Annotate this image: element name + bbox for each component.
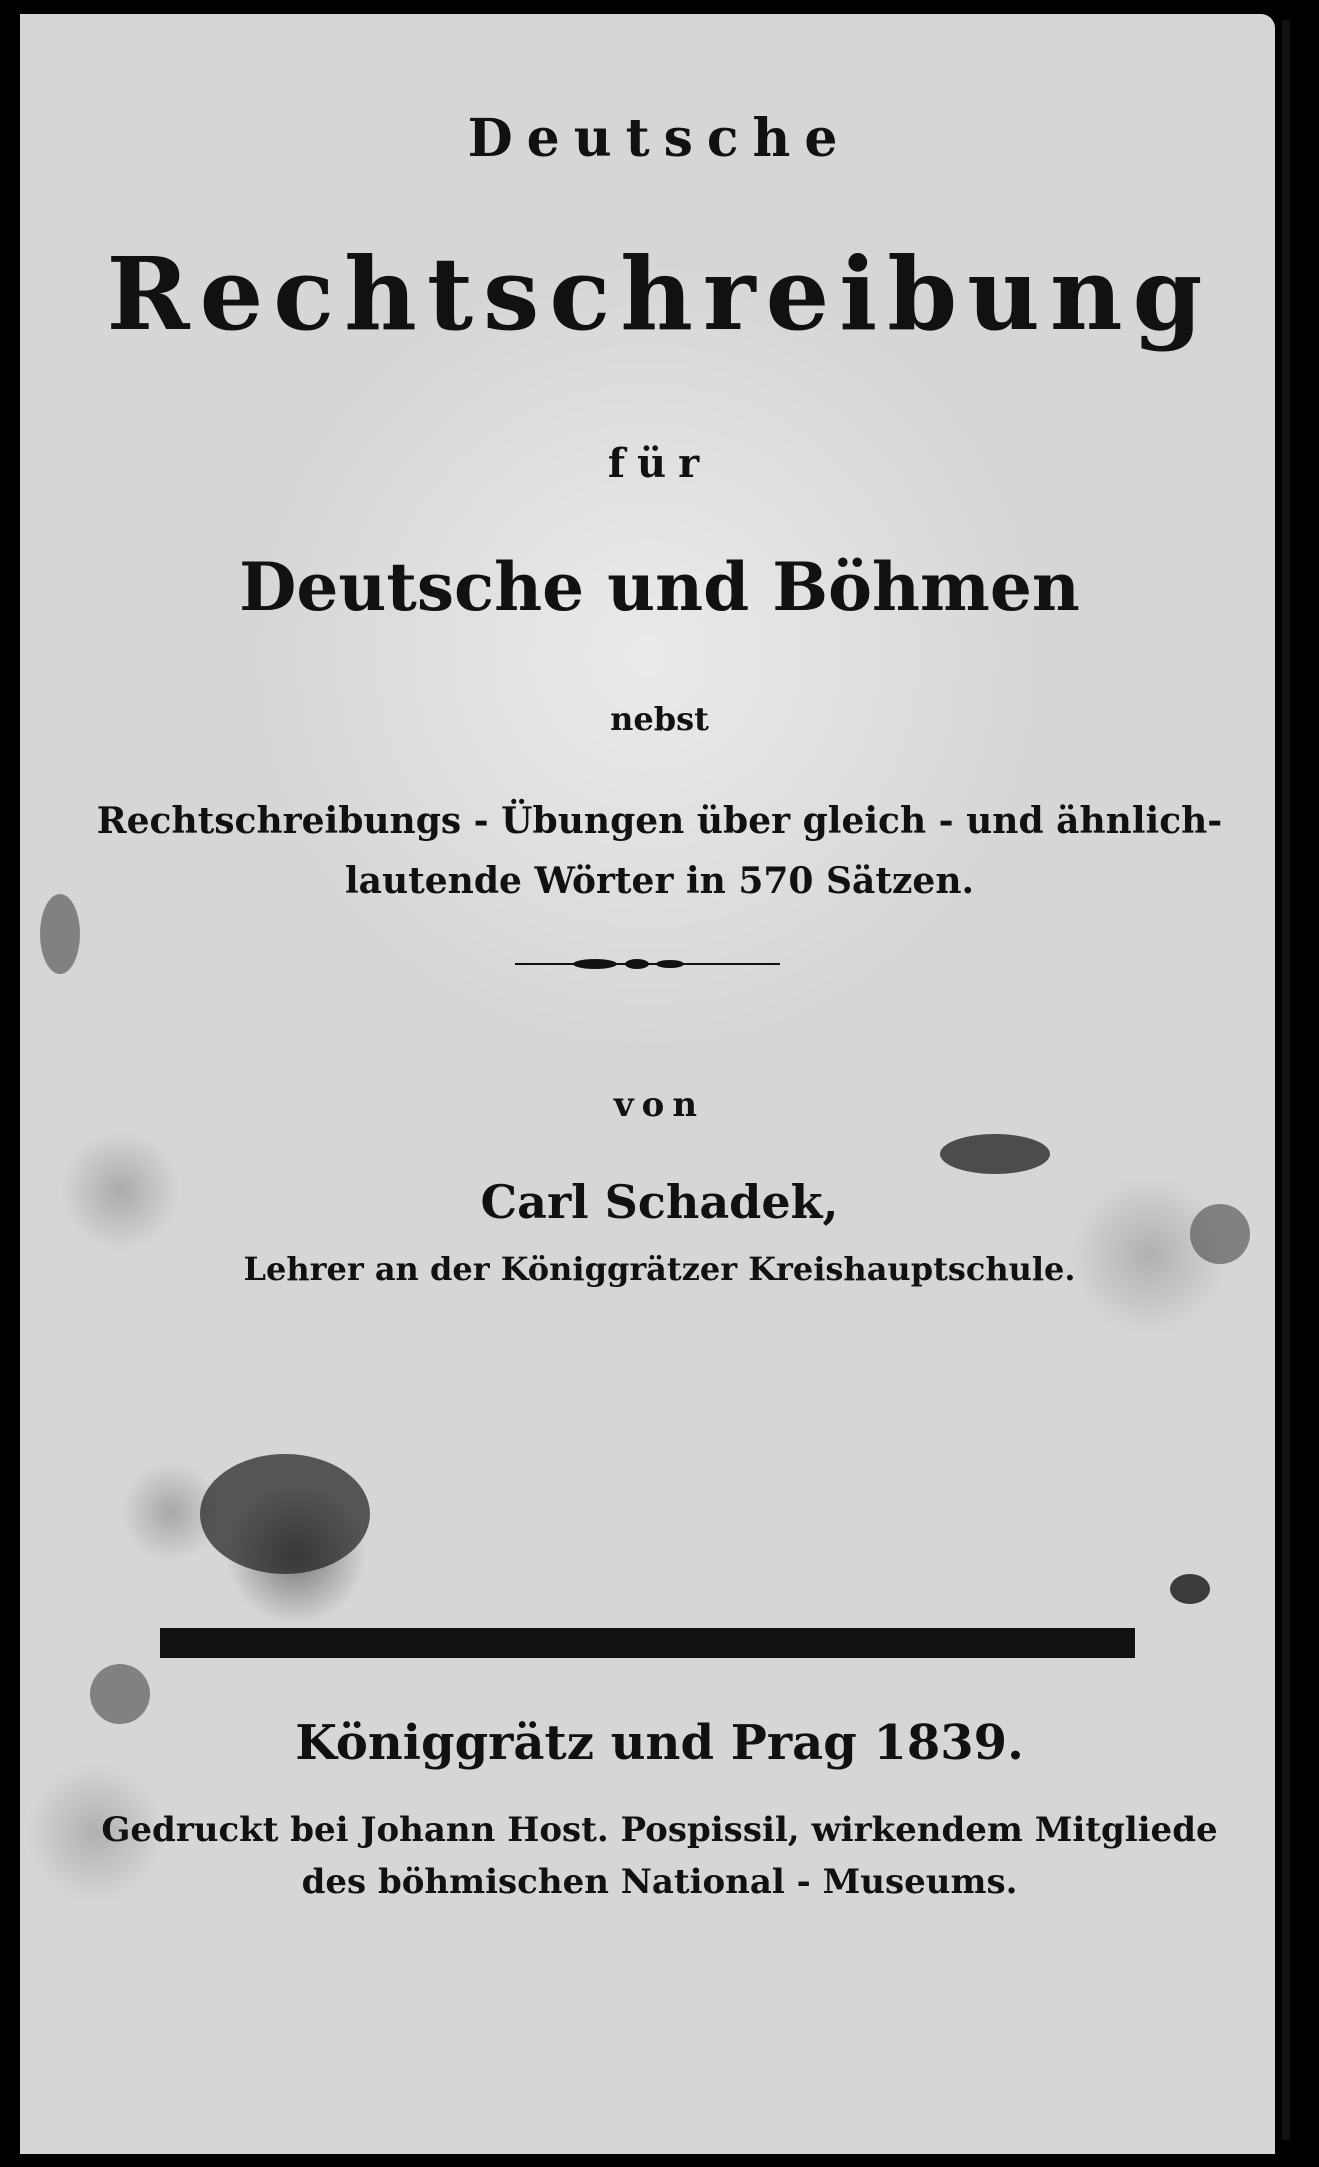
- by-word: von: [613, 1085, 706, 1125]
- ink-stain: [40, 894, 80, 974]
- author-role: Lehrer an der Königgrätzer Kreishauptschule.: [243, 1250, 1076, 1288]
- subtitle: Deutsche und Böhmen: [239, 548, 1080, 626]
- thick-rule: [160, 1628, 1135, 1658]
- author-name: Carl Schadek,: [480, 1175, 839, 1229]
- imprint-printer-line-2: des böhmischen National - Museums.: [301, 1862, 1018, 1902]
- title-word-fuer: für: [607, 440, 712, 487]
- title-word-deutsche: Deutsche: [467, 108, 852, 169]
- ink-stain: [1170, 1574, 1210, 1604]
- description-line-2: lautende Wörter in 570 Sätzen.: [344, 860, 975, 902]
- imprint-place-year: Königgrätz und Prag 1839.: [295, 1715, 1024, 1771]
- description-line-1: Rechtschreibungs - Übungen über gleich - und ähnlich-: [96, 800, 1223, 842]
- imprint-printer-line-1: Gedruckt bei Johann Host. Pospissil, wirkendem Mitgliede: [101, 1810, 1218, 1850]
- ornament-divider: [515, 958, 780, 970]
- main-title: Rechtschreibung: [106, 235, 1213, 353]
- ink-stain: [200, 1454, 370, 1574]
- ink-stain: [940, 1134, 1050, 1174]
- title-word-nebst: nebst: [610, 700, 709, 738]
